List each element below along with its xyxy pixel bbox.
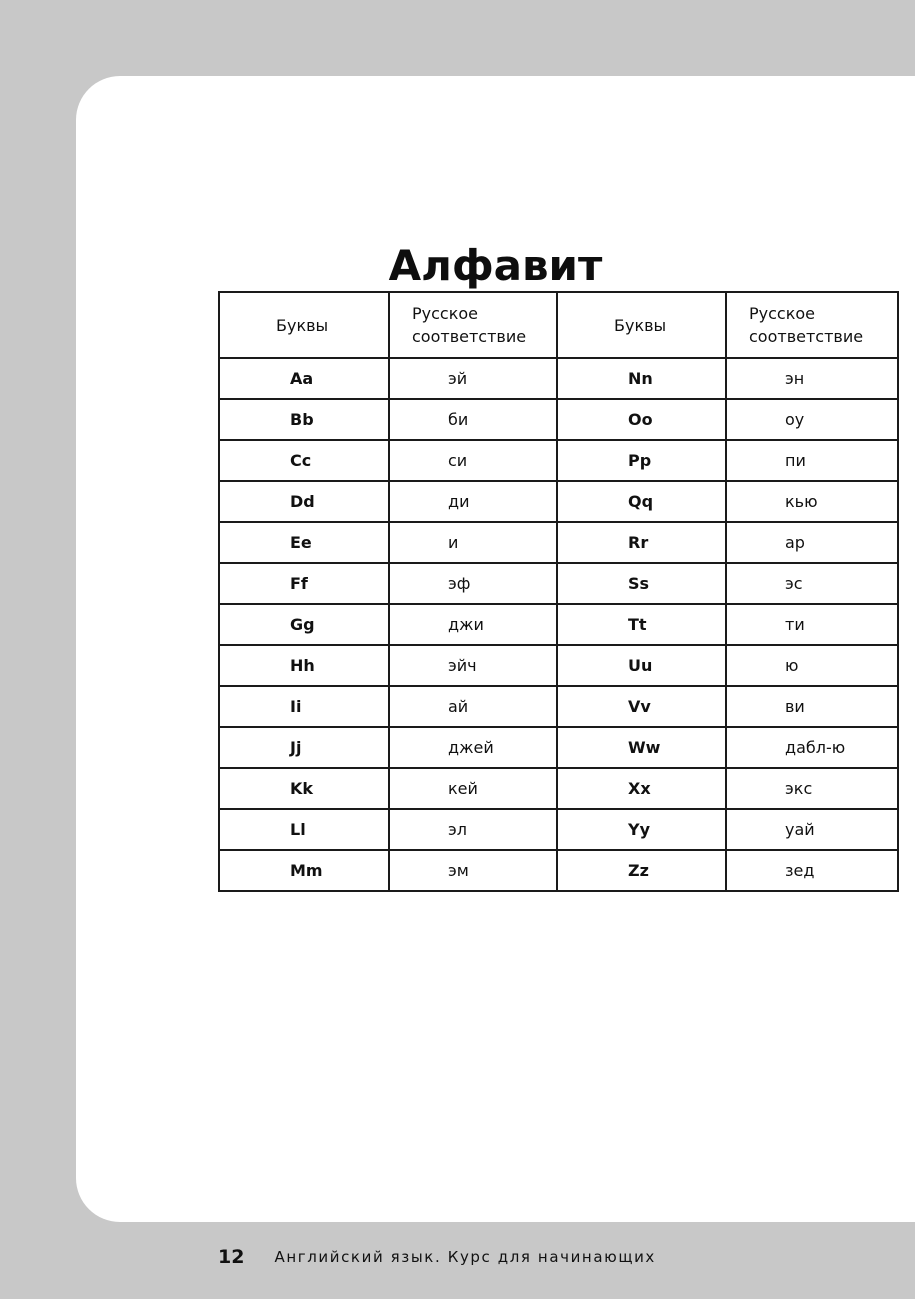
table-row <box>219 604 898 645</box>
letter-left-cell: Hh <box>219 645 389 686</box>
table-row <box>219 440 898 481</box>
russian-right-cell: зед <box>726 850 898 891</box>
russian-left-cell: эм <box>389 850 557 891</box>
russian-left-cell: и <box>389 522 557 563</box>
table-row <box>219 850 898 891</box>
russian-right-cell: оу <box>726 399 898 440</box>
alphabet-table <box>218 291 899 892</box>
letter-right-cell: Ss <box>557 563 726 604</box>
letter-left-cell: Aa <box>219 358 389 399</box>
table-row <box>219 358 898 399</box>
russian-right-cell: кью <box>726 481 898 522</box>
page-number: 12 <box>218 1246 245 1268</box>
letter-right-cell: Xx <box>557 768 726 809</box>
letter-right-cell: Zz <box>557 850 726 891</box>
letter-right-cell: Tt <box>557 604 726 645</box>
table-row <box>219 809 898 850</box>
russian-right-cell: ар <box>726 522 898 563</box>
header-letters-left: Буквы <box>219 292 389 358</box>
russian-left-cell: джи <box>389 604 557 645</box>
russian-left-cell: эл <box>389 809 557 850</box>
letter-right-cell: Pp <box>557 440 726 481</box>
table-row <box>219 768 898 809</box>
russian-left-cell: эй <box>389 358 557 399</box>
letter-left-cell: Ii <box>219 686 389 727</box>
letter-left-cell: Kk <box>219 768 389 809</box>
letter-left-cell: Ff <box>219 563 389 604</box>
russian-right-cell: уай <box>726 809 898 850</box>
table-body <box>219 358 898 891</box>
russian-right-cell: ю <box>726 645 898 686</box>
russian-left-cell: би <box>389 399 557 440</box>
russian-right-cell: эс <box>726 563 898 604</box>
document-page <box>76 76 915 1268</box>
russian-right-cell: пи <box>726 440 898 481</box>
letter-left-cell: Mm <box>219 850 389 891</box>
letter-right-cell: Ww <box>557 727 726 768</box>
russian-left-cell: кей <box>389 768 557 809</box>
russian-left-cell: эйч <box>389 645 557 686</box>
page-title: Алфавит <box>388 241 603 291</box>
russian-left-cell: эф <box>389 563 557 604</box>
table-row <box>219 645 898 686</box>
letter-right-cell: Qq <box>557 481 726 522</box>
letter-left-cell: Cc <box>219 440 389 481</box>
table-row <box>219 686 898 727</box>
russian-left-cell: джей <box>389 727 557 768</box>
letter-left-cell: Jj <box>219 727 389 768</box>
letter-right-cell: Yy <box>557 809 726 850</box>
letter-right-cell: Oo <box>557 399 726 440</box>
header-letters-right: Буквы <box>557 292 726 358</box>
russian-right-cell: эн <box>726 358 898 399</box>
russian-right-cell: экс <box>726 768 898 809</box>
letter-right-cell: Vv <box>557 686 726 727</box>
russian-left-cell: ди <box>389 481 557 522</box>
header-russian-left: Русское соответствие <box>389 292 557 358</box>
letter-left-cell: Dd <box>219 481 389 522</box>
table-row <box>219 727 898 768</box>
russian-left-cell: ай <box>389 686 557 727</box>
header-russian-right: Русское соответствие <box>726 292 898 358</box>
letter-right-cell: Nn <box>557 358 726 399</box>
letter-right-cell: Uu <box>557 645 726 686</box>
russian-right-cell: дабл-ю <box>726 727 898 768</box>
table-row <box>219 522 898 563</box>
russian-left-cell: си <box>389 440 557 481</box>
letter-left-cell: Bb <box>219 399 389 440</box>
letter-left-cell: Ee <box>219 522 389 563</box>
letter-left-cell: Ll <box>219 809 389 850</box>
table-row <box>219 481 898 522</box>
letter-left-cell: Gg <box>219 604 389 645</box>
page-footer <box>218 1244 656 1270</box>
table-row <box>219 563 898 604</box>
letter-right-cell: Rr <box>557 522 726 563</box>
table-row <box>219 399 898 440</box>
book-title: Английский язык. Курс для начинающих <box>274 1248 656 1266</box>
russian-right-cell: ви <box>726 686 898 727</box>
russian-right-cell: ти <box>726 604 898 645</box>
table-header-row <box>219 292 898 358</box>
